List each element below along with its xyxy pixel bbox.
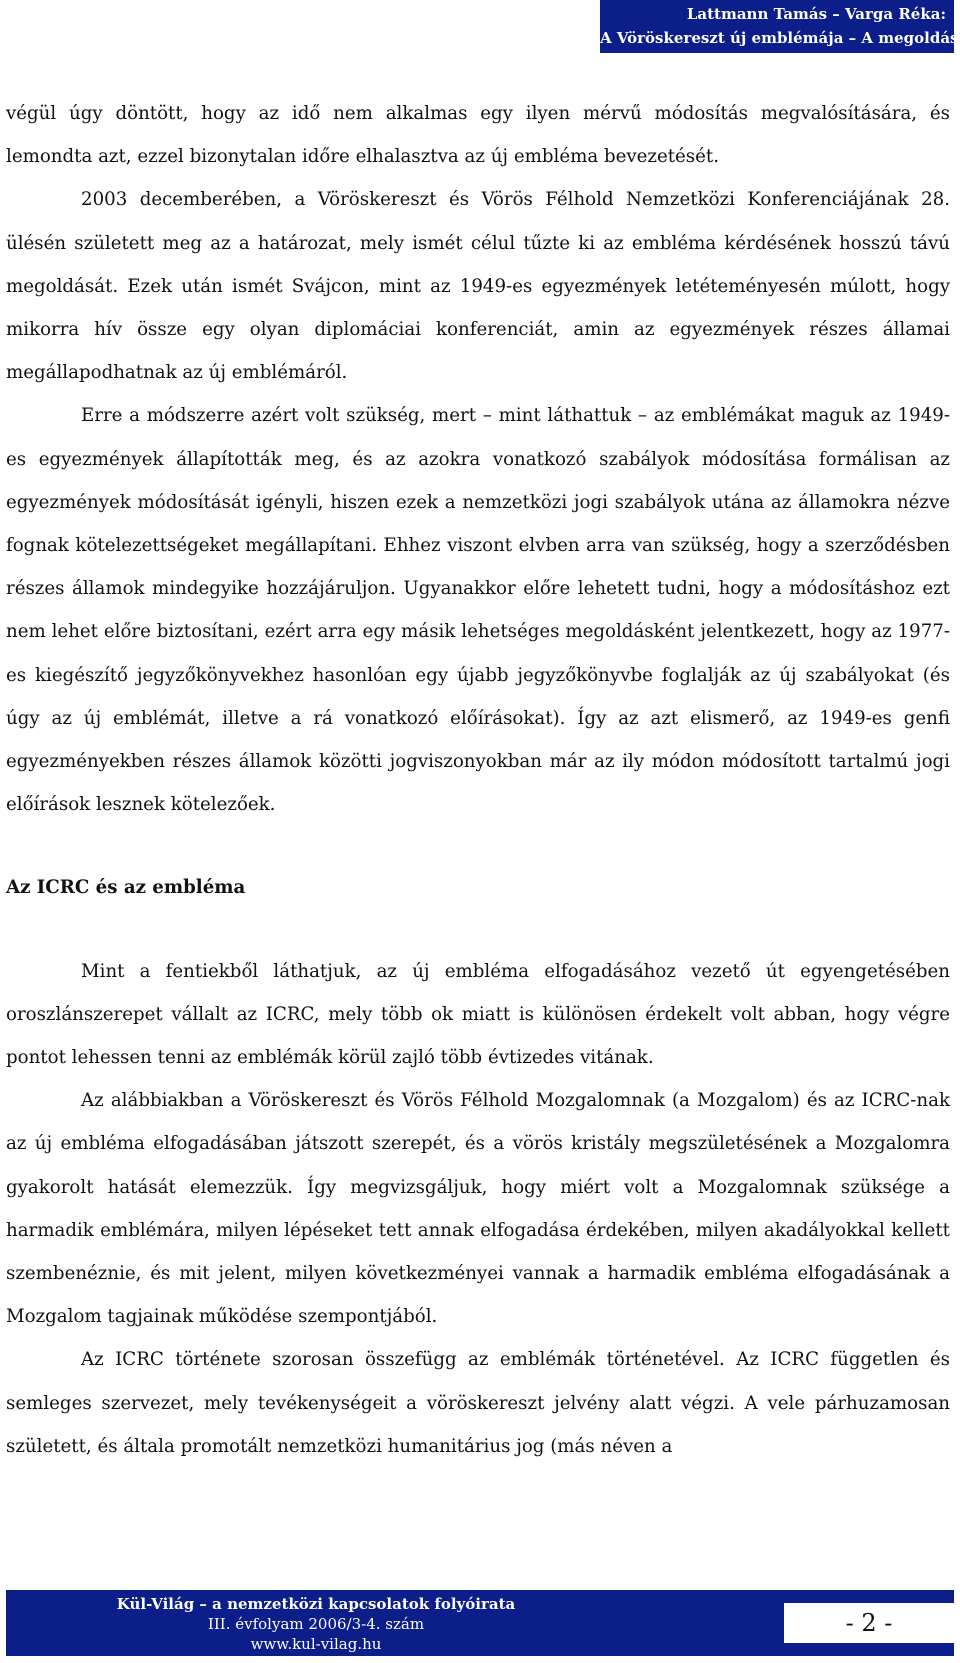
footer-journal-title: Kül-Világ – a nemzetközi kapcsolatok folyóirata — [116, 1595, 516, 1613]
page-number: - 2 - — [784, 1603, 954, 1643]
footer-band — [6, 1590, 954, 1656]
article-body — [6, 92, 950, 1468]
paragraph: végül úgy döntött, hogy az idő nem alkalmas egy ilyen mérvű módosítás megvalósítására, és lemondta azt, ezzel bizonytalan időre elhalasztva az új embléma bevezetését. — [6, 103, 950, 168]
running-header — [600, 0, 959, 53]
header-authors: Lattmann Tamás – Varga Réka: — [686, 5, 946, 23]
header-title: A Vöröskereszt új emblémája – A megoldás — [600, 29, 959, 47]
section-heading: Az ICRC és az embléma — [6, 877, 246, 899]
paragraph: Az ICRC története szorosan összefügg az emblémák történetével. Az ICRC független és semleges szervezet, mely tevékenységeit a vöröskereszt jelvény alatt végzi. A vele párhuzamosan született, és általa promotált nemzetközi humanitárius jog (más néven a — [6, 1349, 950, 1457]
footer-issue: III. évfolyam 2006/3-4. szám — [207, 1615, 425, 1633]
paragraph: Erre a módszerre azért volt szükség, mert – mint láthattuk – az emblémákat maguk az 1949-es egyezmények állapították meg, és az azokra vonatkozó szabályok módosítása formálisan az egyezmények módosítását igényli, hiszen ezek a nemzetközi jogi szabályok utána az államokra nézve fognak kötelezettségeket megállapítani. Ehhez viszont elvben arra van szükség, hogy a szerződésben részes államok mindegyike hozzájáruljon. Ugyanakkor előre lehetett tudni, hogy a módosításhoz ezt nem lehet előre biztosítani, ezért arra egy másik lehetséges megoldásként jelentkezett, hogy az 1977-es kiegészítő jegyzőkönyvekhez hasonlóan egy újabb jegyzőkönyvbe foglalják az új szabályokat (és úgy az új emblémát, illetve a rá vonatkozó előírásokat). Így az azt elismerő, az 1949-es genfi egyezményekben részes államok közötti jogviszonyokban már az ily módon módosított tartalmú jogi előírások lesznek kötelezőek. — [6, 405, 950, 816]
paragraph: Az alábbiakban a Vöröskereszt és Vörös Félhold Mozgalomnak (a Mozgalom) és az ICRC-nak az új embléma elfogadásában játszott szerepét, és a vörös kristály megszületésének a Mozgalomra gyakorolt hatását elemezzük. Így megvizsgáljuk, hogy miért volt a Mozgalomnak szüksége a harmadik emblémára, milyen lépéseket tett annak elfogadása érdekében, milyen akadályokkal kellett szembenéznie, és mit jelent, milyen következményei vannak a harmadik embléma elfogadásának a Mozgalom tagjainak működése szempontjából. — [6, 1090, 950, 1328]
footer-journal-info — [6, 1594, 626, 1654]
paragraph: Mint a fentiekből láthatjuk, az új embléma elfogadásához vezető út egyengetésében oroszlánszerepet vállalt az ICRC, mely több ok miatt is különösen érdekelt volt abban, hogy végre pontot lehessen tenni az emblémák körül zajló több évtizedes vitának. — [6, 960, 950, 1069]
paragraph: 2003 decemberében, a Vöröskereszt és Vörös Félhold Nemzetközi Konferenciájának 28. ülésén született meg az a határozat, mely ismét célul tűzte ki az embléma kérdésének hosszú távú megoldását. Ezek után ismét Svájcon, mint az 1949-es egyezmények letéteményesén múlott, hogy mikorra hív össze egy olyan diplomáciai konferenciát, amin az egyezmények részes államai megállapodhatnak az új emblémáról. — [6, 189, 950, 384]
footer-url: www.kul-vilag.hu — [250, 1635, 382, 1653]
